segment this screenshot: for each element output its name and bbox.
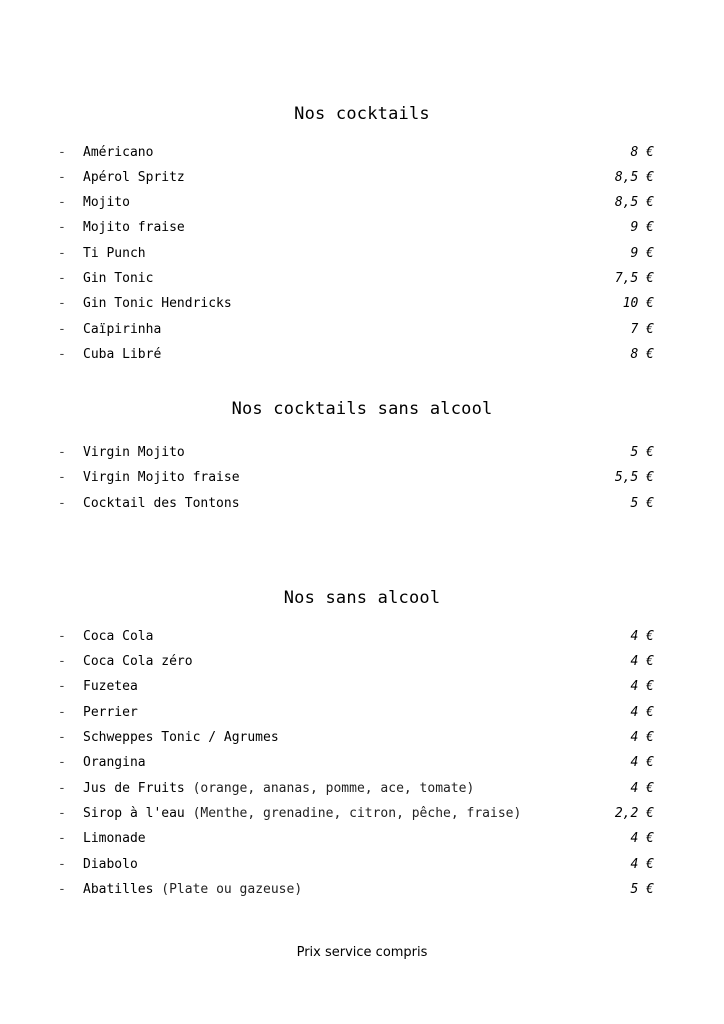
- item-dash: -: [58, 170, 66, 185]
- item-price: 4 €: [630, 755, 654, 770]
- item-name: Abatilles: [83, 882, 154, 897]
- item-detail: (Menthe, grenadine, citron, pêche, fraise): [192, 806, 522, 821]
- item-name: Schweppes Tonic / Agrumes: [83, 730, 279, 745]
- item-dash: -: [58, 781, 66, 796]
- item-dash: -: [58, 220, 66, 235]
- item-dash: -: [58, 755, 66, 770]
- menu-item: [58, 880, 654, 900]
- item-name: Fuzetea: [83, 679, 138, 694]
- menu-item: [58, 244, 654, 264]
- section-title-cocktails: Nos cocktails: [294, 104, 430, 124]
- item-price: 5 €: [630, 496, 654, 511]
- item-name: Orangina: [83, 755, 146, 770]
- menu-item: [58, 269, 654, 289]
- item-price: 4 €: [630, 730, 654, 745]
- item-name-with-detail: [83, 779, 474, 799]
- item-price: 9 €: [630, 220, 654, 235]
- item-dash: -: [58, 445, 66, 460]
- menu-item: [58, 728, 654, 748]
- item-price: 4 €: [630, 781, 654, 796]
- menu-item: [58, 345, 654, 365]
- item-dash: -: [58, 730, 66, 745]
- item-price: 7,5 €: [614, 271, 654, 286]
- menu-item: [58, 218, 654, 238]
- item-name: Ti Punch: [83, 246, 146, 261]
- item-name: Coca Cola: [83, 629, 154, 644]
- item-name: Perrier: [83, 705, 138, 720]
- item-name: Cocktail des Tontons: [83, 496, 240, 511]
- item-price: 4 €: [630, 629, 654, 644]
- item-name: Diabolo: [83, 857, 138, 872]
- item-name: Mojito fraise: [83, 220, 185, 235]
- item-name: Sirop à l'eau: [83, 806, 185, 821]
- item-price: 7 €: [630, 322, 654, 337]
- item-dash: -: [58, 145, 66, 160]
- menu-item: [58, 829, 654, 849]
- item-dash: -: [58, 271, 66, 286]
- menu-item: [58, 294, 654, 314]
- item-name: Coca Cola zéro: [83, 654, 193, 669]
- item-name: Virgin Mojito: [83, 445, 185, 460]
- item-name-with-detail: [83, 880, 302, 900]
- item-dash: -: [58, 246, 66, 261]
- menu-item: [58, 804, 654, 824]
- menu-item: [58, 168, 654, 188]
- item-name: Gin Tonic Hendricks: [83, 296, 232, 311]
- item-name-with-detail: [83, 804, 521, 824]
- item-price: 4 €: [630, 831, 654, 846]
- footer-note: Prix service compris: [296, 945, 428, 960]
- item-price: 2,2 €: [614, 806, 654, 821]
- menu-item: [58, 143, 654, 163]
- item-price: 8,5 €: [614, 170, 654, 185]
- menu-item: [58, 494, 654, 514]
- section-title-sans-alcool: Nos sans alcool: [283, 588, 441, 608]
- menu-item: [58, 652, 654, 672]
- item-dash: -: [58, 705, 66, 720]
- menu-item: [58, 193, 654, 213]
- item-detail: (Plate ou gazeuse): [161, 882, 303, 897]
- item-dash: -: [58, 857, 66, 872]
- menu-item: [58, 627, 654, 647]
- menu-item: [58, 779, 654, 799]
- item-dash: -: [58, 296, 66, 311]
- item-name: Cuba Libré: [83, 347, 162, 362]
- menu-item: [58, 468, 654, 488]
- item-dash: -: [58, 679, 66, 694]
- item-dash: -: [58, 195, 66, 210]
- item-dash: -: [58, 322, 66, 337]
- menu-item: [58, 677, 654, 697]
- item-name: Gin Tonic: [83, 271, 154, 286]
- item-dash: -: [58, 654, 66, 669]
- item-name: Jus de Fruits: [83, 781, 185, 796]
- item-dash: -: [58, 882, 66, 897]
- menu-item: [58, 443, 654, 463]
- item-name: Caïpirinha: [83, 322, 162, 337]
- item-detail: (orange, ananas, pomme, ace, tomate): [192, 781, 475, 796]
- item-price: 9 €: [630, 246, 654, 261]
- menu-item: [58, 320, 654, 340]
- item-name: Virgin Mojito fraise: [83, 470, 240, 485]
- item-dash: -: [58, 629, 66, 644]
- menu-item: [58, 753, 654, 773]
- item-name: Limonade: [83, 831, 146, 846]
- item-price: 4 €: [630, 857, 654, 872]
- item-price: 8 €: [630, 145, 654, 160]
- item-price: 8,5 €: [614, 195, 654, 210]
- menu-item: [58, 703, 654, 723]
- item-dash: -: [58, 470, 66, 485]
- item-price: 8 €: [630, 347, 654, 362]
- item-price: 5,5 €: [614, 470, 654, 485]
- item-dash: -: [58, 831, 66, 846]
- item-name: Mojito: [83, 195, 130, 210]
- item-price: 5 €: [630, 882, 654, 897]
- item-price: 4 €: [630, 654, 654, 669]
- item-dash: -: [58, 496, 66, 511]
- item-name: Apérol Spritz: [83, 170, 185, 185]
- section-title-cocktails-sans-alcool: Nos cocktails sans alcool: [231, 399, 493, 419]
- item-price: 5 €: [630, 445, 654, 460]
- item-dash: -: [58, 806, 66, 821]
- item-price: 4 €: [630, 679, 654, 694]
- item-price: 10 €: [622, 296, 654, 311]
- item-price: 4 €: [630, 705, 654, 720]
- item-name: Américano: [83, 145, 154, 160]
- item-dash: -: [58, 347, 66, 362]
- menu-item: [58, 855, 654, 875]
